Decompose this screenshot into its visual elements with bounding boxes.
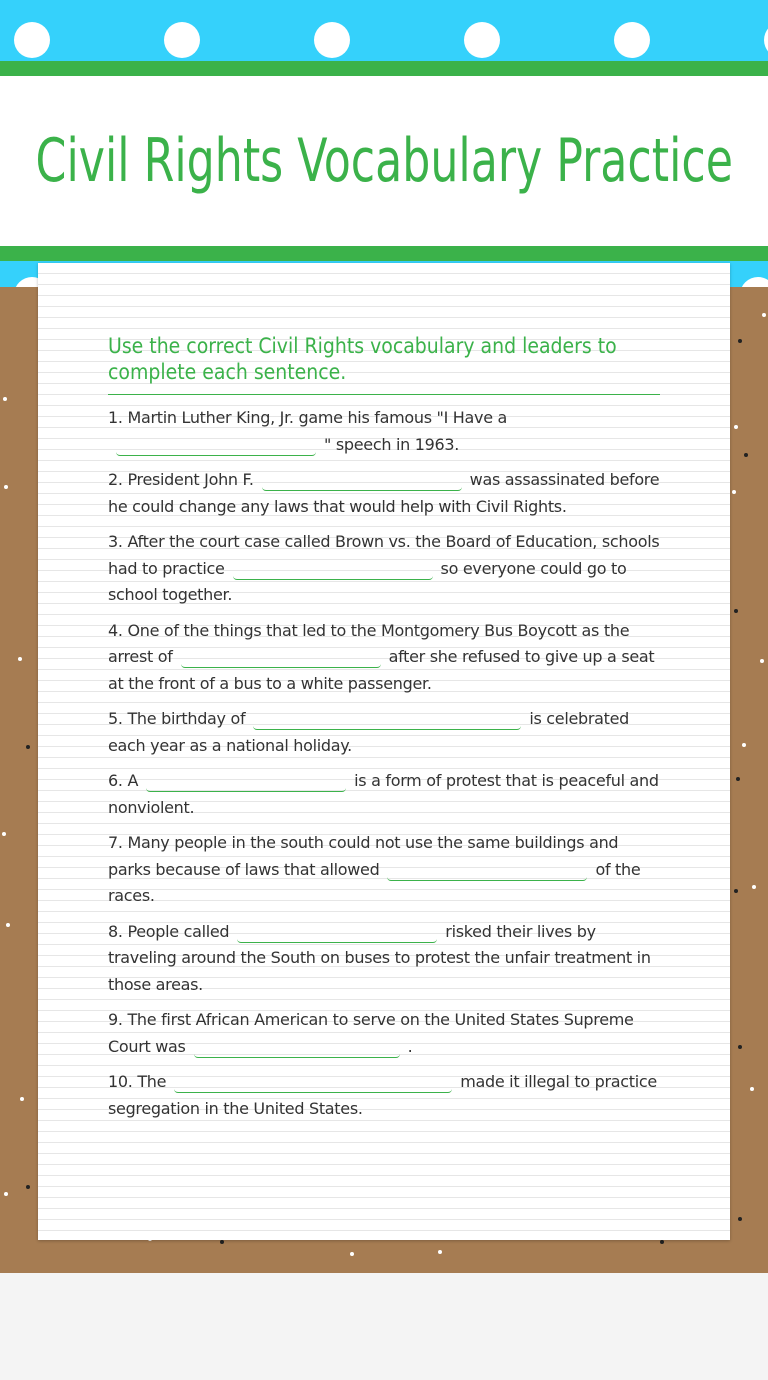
top-dotted-band (0, 0, 768, 62)
polka-dot (14, 22, 50, 58)
bottom-green-divider (0, 246, 768, 261)
answer-blank-8[interactable] (237, 922, 437, 943)
answer-blank-6[interactable] (146, 771, 346, 792)
answer-blank-4[interactable] (181, 647, 381, 668)
title-banner (0, 76, 768, 246)
page-title: Civil Rights Vocabulary Practice (35, 126, 733, 196)
instructions-divider (108, 394, 660, 395)
top-green-divider (0, 61, 768, 76)
polka-dot (314, 22, 350, 58)
answer-blank-7[interactable] (387, 860, 587, 881)
question-9: 9. The first African American to serve on the United States Supreme Court was . (108, 1010, 634, 1056)
answer-blank-1[interactable] (116, 435, 316, 456)
answer-blank-3[interactable] (233, 559, 433, 580)
instructions: Use the correct Civil Rights vocabulary and leaders to complete each sentence. (108, 334, 617, 384)
answer-blank-9[interactable] (194, 1037, 400, 1058)
question-list (108, 405, 664, 1131)
question-7: 7. Many people in the south could not use the same buildings and parks because of laws that allowed of the races. (108, 833, 641, 905)
question-5: 5. The birthday of is celebrated each year as a national holiday. (108, 709, 630, 755)
question-8: 8. People called risked their lives by traveling around the South on buses to protest the unfair treatment in those areas. (108, 921, 651, 994)
polka-dot (464, 22, 500, 58)
answer-blank-2[interactable] (262, 470, 462, 491)
question-2: 2. President John F. was assassinated before he could change any laws that would help with Civil Rights. (108, 470, 660, 516)
question-4: 4. One of the things that led to the Montgomery Bus Boycott as the arrest of after she refused to give up a seat at the front of a bus to a white passenger. (108, 620, 655, 693)
answer-blank-10[interactable] (174, 1072, 452, 1093)
polka-dot (164, 22, 200, 58)
polka-dot (614, 22, 650, 58)
question-6: 6. A is a form of protest that is peaceful and nonviolent. (108, 771, 659, 817)
question-1: 1. Martin Luther King, Jr. game his famous "I Have a " speech in 1963. (108, 408, 508, 454)
question-3: 3. After the court case called Brown vs. the Board of Education, schools had to practice so everyone could go to school together. (108, 532, 660, 604)
question-10: 10. The made it illegal to practice segregation in the United States. (108, 1072, 657, 1118)
polka-dot (764, 22, 768, 58)
answer-blank-5[interactable] (253, 709, 521, 730)
worksheet-paper (38, 263, 730, 1240)
